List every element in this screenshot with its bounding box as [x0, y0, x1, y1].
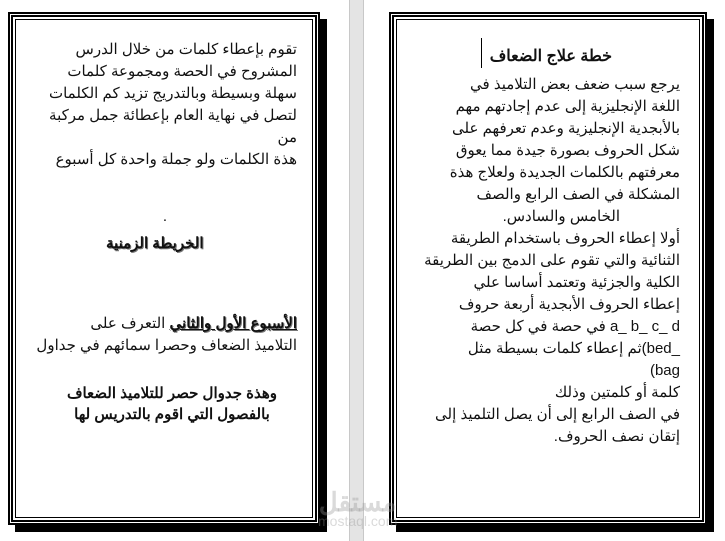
body-line: يرجع سبب ضعف بعض التلاميذ في [470, 76, 680, 93]
body-line: bag) [649, 362, 680, 379]
body-line: شكل الحروف بصورة جيدة مما يعوق [455, 142, 680, 159]
body-line: سهلة وبسيطة وبالتدريج تزيد كم الكلمات [48, 85, 297, 102]
body-line: اللغة الإنجليزية إلى عدم إجادتهم مهم [455, 98, 680, 115]
body-line: تقوم بإعطاء كلمات من خلال الدرس [75, 41, 297, 58]
body-line: من [277, 129, 297, 146]
week-text: التعرف على [90, 315, 170, 332]
body-line: إتقان نصف الحروف. [553, 428, 680, 445]
bold-line: بالفصول التي اقوم بالتدريس لها [74, 406, 270, 423]
body-line: هذة الكلمات ولو جملة واحدة كل أسبوع [55, 151, 297, 168]
body-line: a_ b_ c_ d في حصة في كل حصة [470, 318, 680, 335]
week-paragraph [36, 313, 297, 357]
body-line: أولا إعطاء الحروف باستخدام الطريقة [450, 230, 680, 247]
body-line: كلمة أو كلمتين وذلك [554, 384, 680, 401]
bold-line: وهذة جدوال حصر للتلاميذ الضعاف [66, 385, 278, 402]
tables-note [62, 383, 282, 425]
stray-dot: . [162, 208, 167, 225]
body-line: معرفتهم بالكلمات الجديدة ولعلاج هذة [449, 164, 680, 181]
body-line: الخامس والسادس. [502, 208, 620, 225]
body-line: الثنائية والتي تقوم على الدمج بين الطريقة [424, 252, 680, 269]
text-cursor [481, 38, 482, 68]
watermark-logo [318, 487, 398, 529]
left-page-body[interactable] [49, 39, 297, 171]
body-line: الكلية والجزئية وتعتمد أساسا علي [473, 274, 680, 291]
week-text: التلاميذ الضعاف وحصرا سمائهم في جداول [36, 337, 297, 354]
page-gap-divider [349, 0, 364, 541]
body-line: لتصل في نهاية العام بإعطائة جمل مركبة [49, 107, 297, 124]
body-line: _bed)ثم إعطاء كلمات بسيطة مثل [467, 340, 680, 357]
body-line: في الصف الرابع إلى أن يصل التلميذ إلى [435, 406, 680, 423]
body-line: المشكلة في الصف الرابع والصف [476, 186, 680, 203]
body-line: إعطاء الحروف الأبجدية أربعة حروف [458, 296, 680, 313]
week-heading: الأسبوع الأول والثاني [169, 315, 297, 332]
timeline-heading: الخريطة الزمنية [106, 235, 204, 252]
body-line: المشروح في الحصة ومجموعة كلمات [67, 63, 297, 80]
plan-title: خطة علاج الضعاف [489, 48, 612, 65]
right-page-body[interactable] [424, 74, 680, 448]
body-line: بالأبجدية الإنجليزية وعدم تعرفهم على [451, 120, 680, 137]
watermark-latin: mostaql.com [318, 513, 398, 529]
watermark-arabic: مستقل [318, 487, 397, 517]
